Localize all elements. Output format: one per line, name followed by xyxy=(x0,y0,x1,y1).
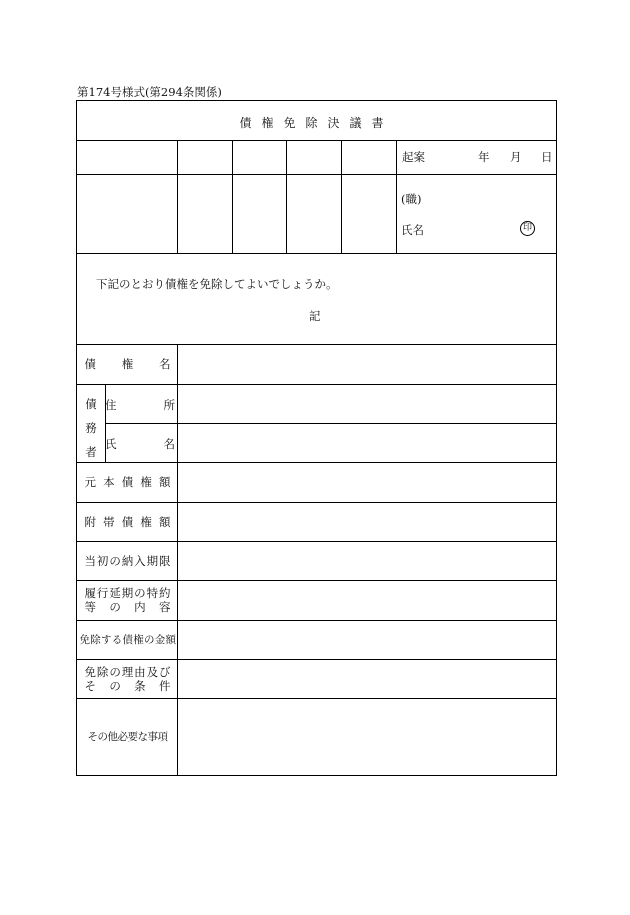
debtor-name-label: 氏 名 xyxy=(105,437,175,451)
approval-col-1 xyxy=(177,140,178,253)
approval-col-5 xyxy=(396,140,397,253)
rule-debtor-mid xyxy=(105,423,556,424)
exempt-amount-label: 免除する債権の金額 xyxy=(79,633,176,646)
extension-terms-label: 履行延期の特約 等の内容 xyxy=(84,586,171,614)
record-mark: 記 xyxy=(309,309,321,323)
other-matters-label: その他必要な事項 xyxy=(87,730,168,743)
statement-text: 下記のとおり債権を免除してよいでしょうか。 xyxy=(96,277,338,291)
form-number: 第174号様式(第294条関係) xyxy=(77,85,222,99)
seal-mark: 印 xyxy=(520,221,535,236)
debtor-label: 債 務 者 xyxy=(85,397,97,459)
month-label: 月 xyxy=(510,150,522,164)
name-label: 氏名 xyxy=(401,223,424,237)
draft-label: 起案 xyxy=(402,150,425,164)
claim-name-label: 債 権 名 xyxy=(84,357,171,371)
rule-claim-name xyxy=(77,384,556,385)
reason-conditions-label: 免除の理由及び その条件 xyxy=(84,664,171,693)
approval-col-3 xyxy=(286,140,287,253)
principal-amount-label: 元本債権額 xyxy=(84,475,171,489)
year-label: 年 xyxy=(478,150,490,164)
exemption-resolution-form xyxy=(76,100,557,776)
position-label: (職) xyxy=(401,192,422,206)
debtor-address-label: 住 所 xyxy=(105,398,175,412)
approval-col-2 xyxy=(232,140,233,253)
incidental-amount-label: 附帯債権額 xyxy=(84,514,171,529)
rule-approval-top xyxy=(77,174,556,175)
day-label: 日 xyxy=(541,150,553,164)
rule-title xyxy=(77,140,556,141)
initial-deadline-label: 当初の納入期限 xyxy=(84,553,171,568)
approval-col-4 xyxy=(341,140,342,253)
rule-approval-bottom xyxy=(77,253,556,254)
form-title: 債権免除決議書 xyxy=(239,116,394,130)
